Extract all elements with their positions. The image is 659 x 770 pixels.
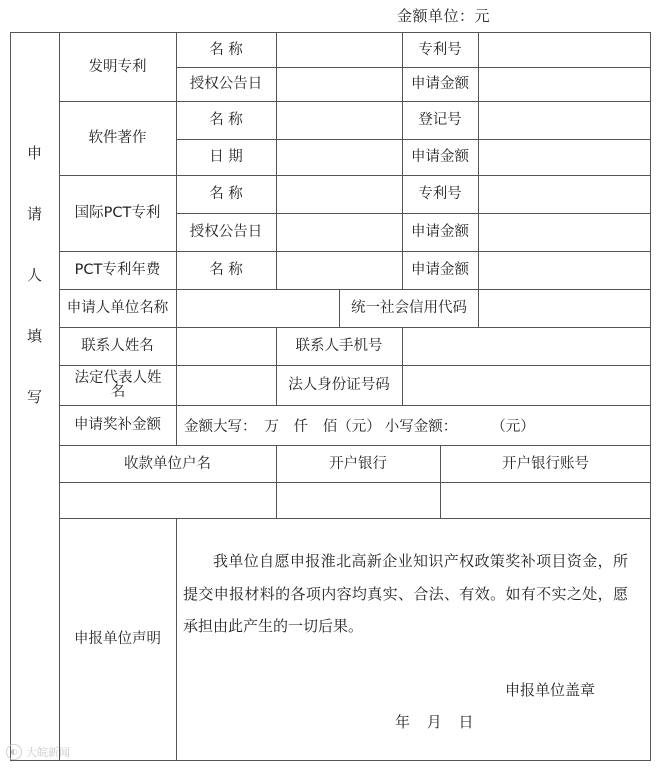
contact-name-label: 联系人姓名 — [81, 338, 154, 354]
legal-id-number-label: 法人身份证号码 — [288, 377, 390, 393]
legal-representative-label: 法定代表人姓名 — [74, 370, 162, 400]
pct-fee-amount-field[interactable] — [479, 252, 650, 289]
side-char: 人 — [26, 266, 42, 284]
payee-account-name-header: 收款单位户名 — [124, 455, 211, 472]
credit-code-field[interactable] — [479, 290, 650, 327]
declaration-label: 申报单位声明 — [74, 631, 161, 647]
patent-name-label: 名 称 — [209, 41, 243, 58]
bank-name-header: 开户银行 — [329, 455, 387, 472]
patent-name-field[interactable] — [277, 33, 402, 67]
col-line — [339, 289, 340, 327]
pct-name-field[interactable] — [277, 176, 402, 213]
legal-representative-field[interactable] — [177, 366, 276, 405]
contact-phone-field[interactable] — [403, 328, 650, 365]
patent-grant-date-label: 授权公告日 — [189, 76, 263, 92]
software-reg-number-label: 登记号 — [418, 112, 462, 128]
col-line — [176, 405, 177, 445]
watermark — [6, 744, 70, 760]
border-right — [650, 32, 651, 761]
side-char: 申 — [26, 144, 42, 162]
side-char: 请 — [26, 205, 42, 223]
software-date-field[interactable] — [277, 140, 402, 175]
declaration-text: 我单位自愿申报淮北高新企业知识产权政策奖补项目资金，所提交申报材料的各项内容均真实、合法、有效。如有不实之处，愿承担由此产生的一切后果。 — [183, 552, 628, 635]
software-date-label: 日 期 — [209, 149, 243, 165]
payee-account-name-field[interactable] — [60, 483, 276, 518]
pct-fee-amount-label: 申请金额 — [411, 262, 469, 278]
software-amount-field[interactable] — [479, 140, 650, 175]
legal-id-number-field[interactable] — [403, 366, 650, 405]
software-name-field[interactable] — [277, 102, 402, 139]
declaration-date-label: 年 月 日 — [395, 713, 474, 731]
amount-lower-unit: （元） — [491, 418, 535, 435]
unit-seal-label: 申报单位盖章 — [505, 681, 596, 699]
pct-amount-field[interactable] — [479, 214, 650, 251]
invention-patent-label: 发明专利 — [88, 58, 147, 75]
subsidy-amount-label: 申请奖补金额 — [74, 417, 161, 433]
pct-annual-fee-label: PCT专利年费 — [74, 262, 161, 278]
bank-name-field[interactable] — [277, 483, 440, 518]
patent-number-field[interactable] — [479, 33, 650, 67]
pct-name-label: 名 称 — [209, 186, 243, 202]
applicant-fill-side-label — [10, 33, 59, 518]
software-copyright-label: 软件著作 — [88, 130, 147, 146]
software-reg-number-field[interactable] — [479, 102, 650, 139]
col-line — [176, 518, 177, 761]
applicant-unit-name-label: 申请人单位名称 — [66, 300, 169, 316]
amount-unit-label: 金额单位：元 — [397, 7, 491, 25]
watermark-logo-icon: ◐ — [6, 744, 22, 760]
bank-account-number-field[interactable] — [441, 483, 650, 518]
pct-patent-label: 国际PCT专利 — [74, 205, 161, 221]
patent-grant-date-field[interactable] — [277, 68, 402, 101]
pct-grant-date-label: 授权公告日 — [189, 224, 263, 240]
bank-account-number-header: 开户银行账号 — [502, 455, 589, 472]
side-char: 填 — [26, 327, 42, 345]
contact-name-field[interactable] — [177, 328, 276, 365]
pct-number-label: 专利号 — [418, 186, 462, 202]
amount-lower-label: 小写金额： — [384, 418, 458, 435]
side-char: 写 — [26, 388, 42, 406]
patent-number-label: 专利号 — [418, 41, 462, 58]
credit-code-label: 统一社会信用代码 — [351, 300, 467, 316]
software-name-label: 名 称 — [209, 112, 243, 128]
border-bottom — [10, 760, 651, 761]
patent-amount-field[interactable] — [479, 68, 650, 101]
contact-phone-label: 联系人手机号 — [295, 338, 383, 354]
amount-upper-label: 金额大写： — [184, 418, 257, 435]
software-amount-label: 申请金额 — [411, 149, 469, 165]
pct-fee-name-label: 名 称 — [209, 262, 243, 278]
pct-number-field[interactable] — [479, 176, 650, 213]
watermark-text: 大皖新闻 — [26, 746, 70, 759]
amount-entry-line[interactable] — [184, 405, 535, 445]
patent-amount-label: 申请金额 — [411, 76, 469, 92]
amount-upper-units: 万 仟 佰（元） — [264, 418, 381, 435]
pct-grant-date-field[interactable] — [277, 214, 402, 251]
applicant-unit-name-field[interactable] — [177, 290, 339, 327]
pct-amount-label: 申请金额 — [411, 224, 469, 240]
pct-fee-name-field[interactable] — [277, 252, 402, 289]
